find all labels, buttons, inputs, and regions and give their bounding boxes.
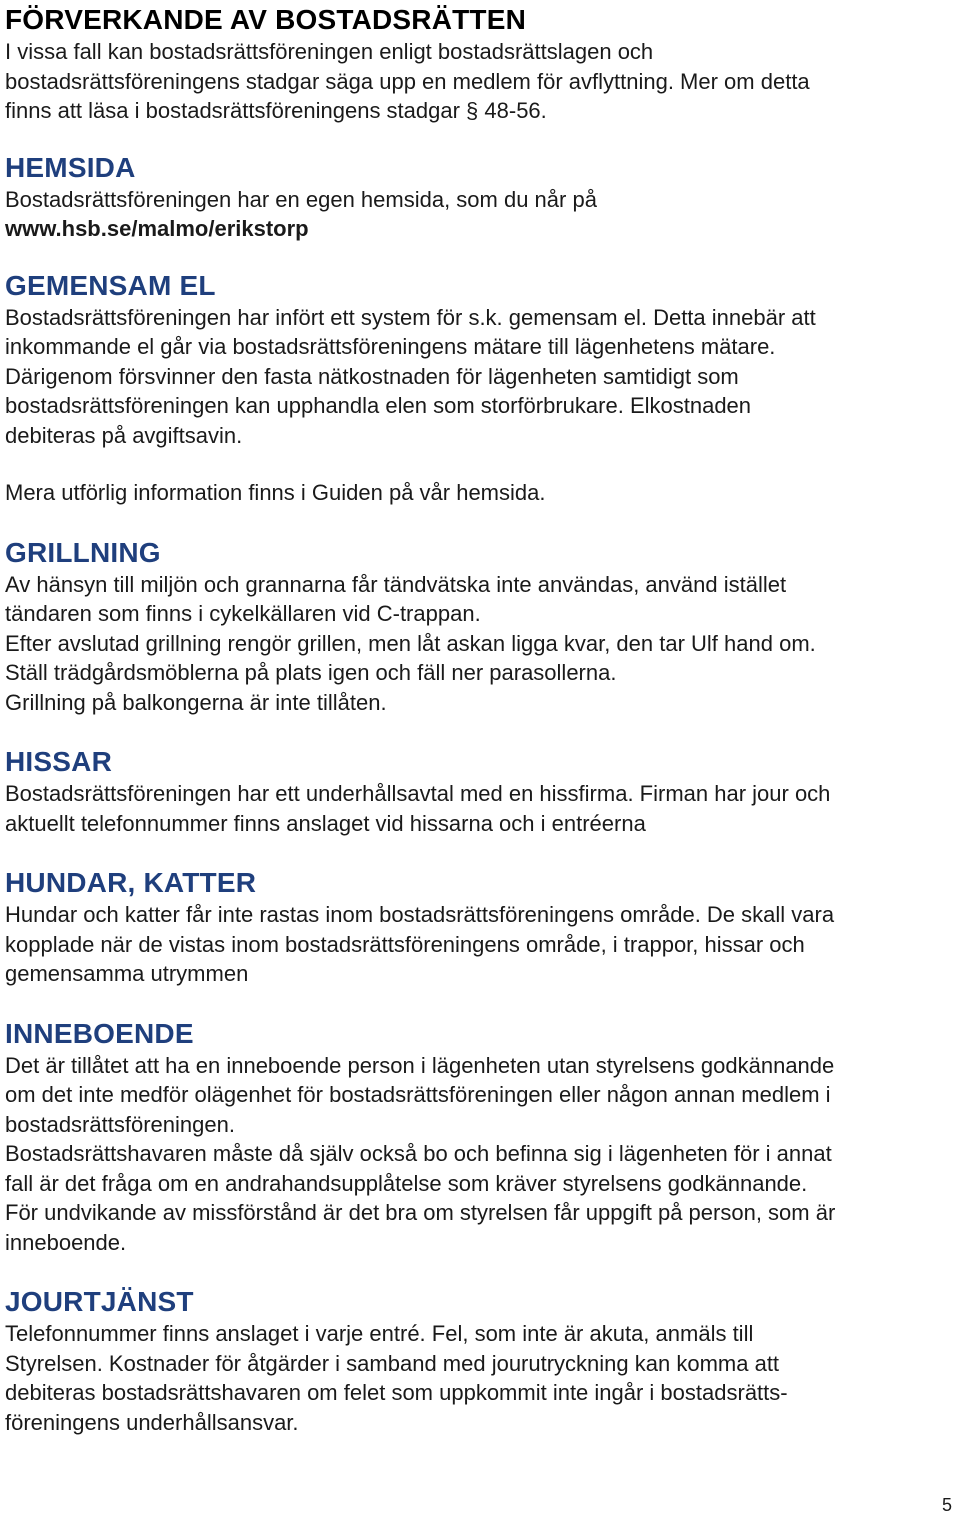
section-heading: GEMENSAM EL bbox=[5, 269, 216, 301]
body-line: Hundar och katter får inte rastas inom bostadsrättsföreningens område. De skall vara bbox=[5, 902, 835, 927]
body-line: tändaren som finns i cykelkällaren vid C-trappan. bbox=[5, 601, 481, 626]
section-heading: JOURTJÄNST bbox=[5, 1286, 194, 1317]
body-line: Mera utförlig information finns i Guiden på vår hemsida. bbox=[5, 480, 546, 505]
section-inneboende bbox=[5, 1017, 960, 1258]
section-heading: HUNDAR, KATTER bbox=[5, 867, 257, 898]
body-line: fall är det fråga om en andrahandsupplåtelse som kräver styrelsens godkännande. bbox=[5, 1170, 808, 1196]
body-line: föreningens underhållsansvar. bbox=[5, 1409, 299, 1435]
section-heading: GRILLNING bbox=[5, 536, 161, 568]
section-forverkande bbox=[5, 3, 960, 126]
body-line: Bostadsrättshavaren måste då själv också bo och befinna sig i lägenheten för i annat bbox=[5, 1141, 832, 1166]
section-heading: HISSAR bbox=[5, 746, 112, 777]
body-line: debiteras bostadsrättshavaren om felet som uppkommit inte ingår i bostadsrätts- bbox=[5, 1380, 788, 1405]
section-jourtjanst bbox=[5, 1285, 960, 1437]
page-number: 5 bbox=[941, 1495, 952, 1515]
body-line: inkommande el går via bostadsrättsföreningens mätare till lägenhetens mätare. bbox=[5, 334, 776, 359]
body-line: finns att läsa i bostadsrättsföreningens stadgar § 48-56. bbox=[5, 98, 547, 123]
body-line: Telefonnummer finns anslaget i varje entré. Fel, som inte är akuta, anmäls till bbox=[5, 1321, 754, 1346]
section-gemensam-el bbox=[5, 269, 960, 508]
body-line: Bostadsrättsföreningen har ett underhållsavtal med en hissfirma. Firman har jour och bbox=[5, 781, 831, 806]
document-page bbox=[5, 0, 960, 1437]
section-heading: FÖRVERKANDE AV BOSTADSRÄTTEN bbox=[5, 4, 527, 35]
body-line: Ställ trädgårdsmöblerna på plats igen och fäll ner parasollerna. bbox=[5, 660, 617, 685]
body-line: inneboende. bbox=[5, 1229, 127, 1255]
body-line: Bostadsrättsföreningen har en egen hemsida, som du når på bbox=[5, 186, 597, 212]
body-line: I vissa fall kan bostadsrättsföreningen enligt bostadsrättslagen och bbox=[5, 39, 654, 64]
section-hundar-katter bbox=[5, 866, 960, 989]
section-grillning bbox=[5, 536, 960, 718]
body-line: om det inte medför olägenhet för bostadsrättsföreningen eller någon annan medlem i bbox=[5, 1082, 831, 1107]
body-line: bostadsrättsföreningen. bbox=[5, 1111, 235, 1137]
body-line: För undvikande av missförstånd är det bra om styrelsen får uppgift på person, som är bbox=[5, 1200, 836, 1225]
body-line: Därigenom försvinner den fasta nätkostnaden för lägenheten samtidigt som bbox=[5, 363, 739, 389]
body-line: Det är tillåtet att ha en inneboende person i lägenheten utan styrelsens godkännande bbox=[5, 1052, 835, 1078]
body-line: bostadsrättsföreningen kan upphandla elen som storförbrukare. Elkostnaden bbox=[5, 393, 752, 418]
website-link[interactable]: www.hsb.se/malmo/erikstorp bbox=[5, 216, 309, 241]
section-hemsida bbox=[5, 151, 960, 244]
section-hissar bbox=[5, 745, 960, 838]
section-heading: HEMSIDA bbox=[5, 151, 136, 183]
body-line: bostadsrättsföreningens stadgar säga upp en medlem för avflyttning. Mer om detta bbox=[5, 68, 810, 94]
body-line: Av hänsyn till miljön och grannarna får tändvätska inte användas, använd istället bbox=[5, 571, 787, 597]
body-line: Efter avslutad grillning rengör grillen, men låt askan ligga kvar, den tar Ulf hand om. bbox=[5, 630, 816, 656]
body-line: Bostadsrättsföreningen har infört ett system för s.k. gemensam el. Detta innebär att bbox=[5, 304, 816, 330]
body-line: Grillning på balkongerna är inte tillåten. bbox=[5, 689, 387, 715]
body-line: kopplade när de vistas inom bostadsrättsföreningens område, i trappor, hissar och bbox=[5, 931, 805, 957]
body-line: gemensamma utrymmen bbox=[5, 961, 249, 986]
body-line: Styrelsen. Kostnader för åtgärder i samband med jourutryckning kan komma att bbox=[5, 1350, 780, 1376]
body-line: aktuellt telefonnummer finns anslaget vid hissarna och i entréerna bbox=[5, 810, 646, 836]
section-heading: INNEBOENDE bbox=[5, 1017, 194, 1049]
body-line: debiteras på avgiftsavin. bbox=[5, 422, 243, 448]
